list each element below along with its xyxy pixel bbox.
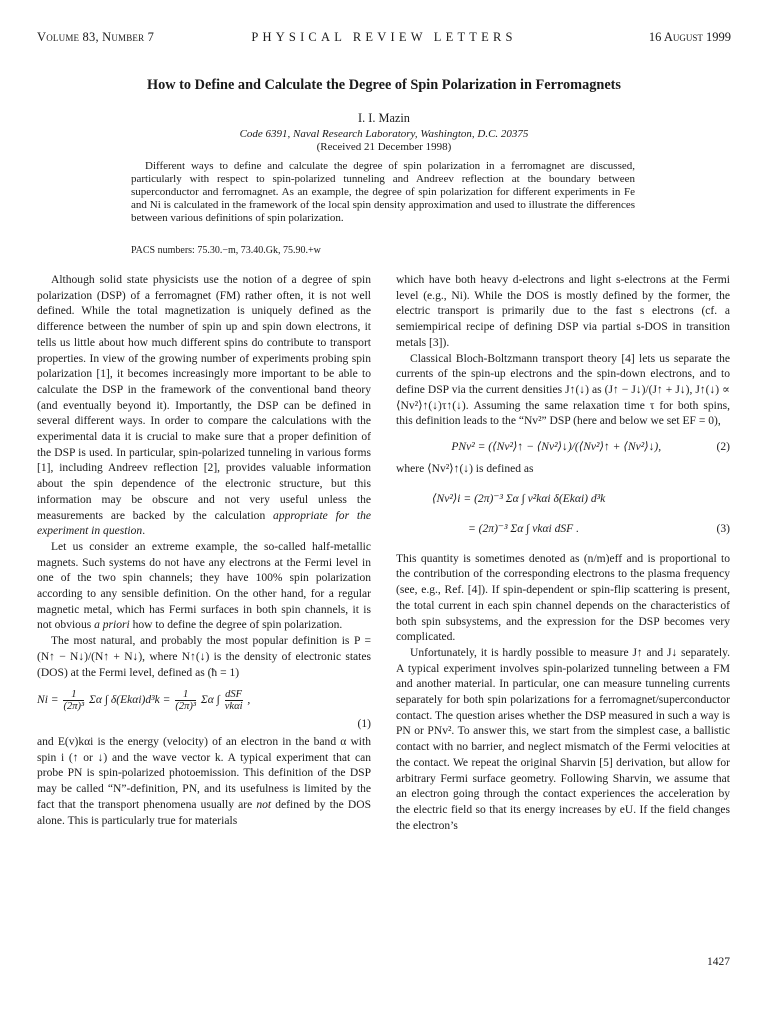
running-header [37, 30, 731, 46]
paragraph: Unfortunately, it is hardly possible to measure J↑ and J↓ separately. A typical experiment involves spin-polarized tunneling between a FM and another material. In particular, one can measure tunneling currents separately for both spin polarizations for a ferromagnet/superconductor contact. The question arises whether the DSP measured in such a way is PN or PNv². To answer this, we start from the simplest case, a ballistic contact with no barrier, and neglect mismatch of the Fermi velocities at the contact. We repeat the original Sharvin [5] derivation, but allow for arbitrary Fermi surface geometry. Following Sharvin, we assume that an electron going through the contact experiences the acceleration by the electric field so that its energy increases by eU. If the field changes the electron’s [396, 646, 730, 832]
issue-date: 16 August 1999 [648, 30, 731, 44]
paragraph: which have both heavy d-electrons and light s-electrons at the Fermi level (e.g., Ni). While the DOS is mostly defined by the former, the electric transport is primarily due to the fast s electrons (cf. a semiempirical recipe of defining DSP via partial s-DOS in transition metals [3]). [396, 274, 730, 349]
journal-name: PHYSICAL REVIEW LETTERS [251, 30, 517, 44]
equation-3: ⟨Nv²⟩i = (2π)⁻³ Σα ∫ v²kαi δ(Ekαi) d³k = (2π)⁻³ Σα ∫ vkαi dSF . (3) [432, 492, 730, 535]
equation-1: Ni = $\frac{1}{\text{(2π)³}}$ Σα ∫ δ(Ekαi)d³k = $\frac{1}{\text{(2π)³}}$ Σα ∫ $\frac{\text{dSF}}{\text{vkαi}}$ , [37, 689, 251, 713]
pacs-numbers: PACS numbers: 75.30.−m, 73.40.Gk, 75.90.+w [131, 245, 321, 256]
paragraph: and E(v)kαi is the energy (velocity) of an electron in the band α with spin i (↑ or ↓) and the wave vector k. A typical experiment that can probe PN is spin-polarized photoemission. This definition of the DSP may be called “N”-definition, PN, and its usefulness is limited by the fact that the transport phenomena usually are not defined by the DOS alone. This is particularly true for materials [37, 735, 371, 827]
page-number: 1427 [707, 956, 730, 968]
equation-2: PNv² = (⟨Nv²⟩↑ − ⟨Nv²⟩↓)/(⟨Nv²⟩↑ + ⟨Nv²⟩↓), (2) [451, 441, 730, 454]
received-date: (Received 21 December 1998) [316, 141, 452, 153]
abstract: Different ways to define and calculate the degree of spin polarization in a ferromagnet are discussed, particularly with respect to spin-polarized tunneling and Andreev reflection at the boundary between superconductor and ferromagnet. As an example, the degree of spin polarization for different experiments in Fe and Ni is calculated in the framework of the local spin density approximation and used to illustrate the differences between various definitions of spin polarization. [131, 160, 635, 225]
paragraph: The most natural, and probably the most popular definition is P = (N↑ − N↓)/(N↑ + N↓), where N↑(↓) is the density of electronic states (DOS) at the Fermi level, defined as (ħ = 1) [37, 635, 371, 679]
paragraph: This quantity is sometimes denoted as (n/m)eff and is proportional to the contribution of the corresponding electrons to the plasma frequency (see, e.g., Ref. [4]). If spin-dependent or spin-flip scattering is present, the total current in each spin channel depends on the characteristics of both spin subsystems, and the expression for the DSP becomes very complicated. [396, 552, 730, 644]
paragraph: Let us consider an extreme example, the so-called half-metallic magnets. Such systems do not have any electrons at the Fermi level in one of the two spin channels; they have 100% spin polarization according to any sensible definition. On the other hand, for a regular magnetic metal, which has Fermi surfaces in both spin channels, it is not obvious a priori how to define the degree of spin polarization. [37, 540, 371, 632]
affiliation: Code 6391, Naval Research Laboratory, Washington, D.C. 20375 [239, 128, 529, 140]
paragraph: where ⟨Nv²⟩↑(↓) is defined as [396, 463, 534, 476]
author: I. I. Mazin [358, 111, 410, 125]
paragraph: Although solid state physicists use the notion of a degree of spin polarization (DSP) of a ferromagnet (FM) rather often, it is not well defined. While the total magnetization is uniquely defined as the difference between the number of spin up and spin down electrons, it tells us little about how much different spins do contribute to transport properties. In view of the growing number of experiments probing spin polarization [1], it becomes increasingly more important to be able to calculate the DSP in the framework of the conventional band theory (and eventually beyond it). Importantly, the DSP can be defined in several different ways. In order to compare the calculations with the experimental data it is crucial to make sure that a proper definition of the DSP is used. In particular, spin-polarized tunneling in various forms [1], including Andreev reflection [2], provides valuable information about the spin dependence of the electronic structure, but this information may be obscure and not very useful unless the measurements are backed by the calculation appropriate for the experiment in question. [37, 274, 371, 538]
right-column [396, 273, 730, 834]
equation-number: (1) [357, 718, 371, 731]
left-column [37, 273, 371, 829]
paragraph: Classical Bloch-Boltzmann transport theory [4] lets us separate the currents of the spin-up electrons and the spin-down electrons, and to define DSP via the current densities J↑(↓) as (J↑ − J↓)/(J↑ + J↓), J↑(↓) ∝ ⟨Nv²⟩↑(↓)τ↑(↓). Assuming the same relaxation time τ for both spins, this definition leads to the “Nv²” DSP (here and below we set EF = 0), [396, 352, 730, 428]
article-title: How to Define and Calculate the Degree of Spin Polarization in Ferromagnets [147, 77, 621, 93]
volume-number: Volume 83, Number 7 [37, 30, 155, 44]
